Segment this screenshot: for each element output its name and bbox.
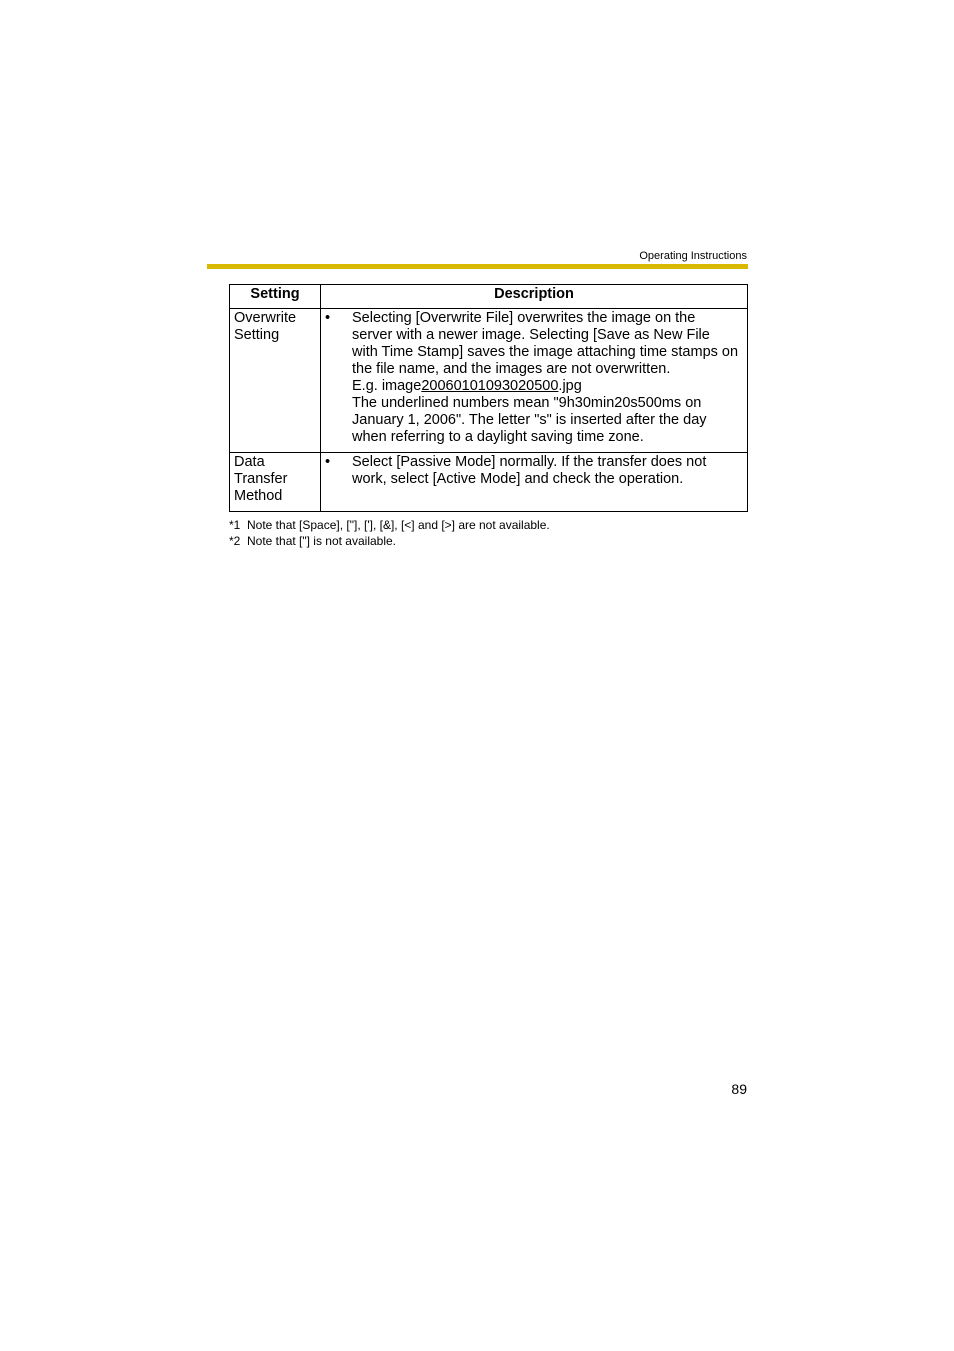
bullet-icon: • bbox=[325, 454, 331, 470]
example-prefix: E.g. image bbox=[352, 378, 422, 394]
setting-cell: Overwrite Setting bbox=[230, 309, 321, 453]
bullet-text bbox=[352, 310, 739, 446]
footnote-mark: *1 bbox=[229, 518, 241, 532]
running-header-title: Operating Instructions bbox=[639, 250, 747, 262]
footnote-mark: *2 bbox=[229, 534, 241, 548]
column-header-setting: Setting bbox=[230, 285, 321, 309]
table-row bbox=[230, 453, 748, 512]
settings-table bbox=[229, 284, 748, 512]
footnote bbox=[229, 533, 550, 549]
setting-cell: Data Transfer Method bbox=[230, 453, 321, 512]
footnotes bbox=[229, 517, 550, 549]
description-text: Select [Passive Mode] normally. If the transfer does not work, select [Active Mode] and check the operation. bbox=[352, 454, 707, 487]
bullet-item bbox=[325, 310, 739, 446]
description-cell bbox=[321, 453, 748, 512]
description-cell bbox=[321, 309, 748, 453]
footnote bbox=[229, 517, 550, 533]
bullet-icon: • bbox=[325, 310, 331, 326]
footnote-text: Note that ["] is not available. bbox=[247, 534, 397, 548]
page-number: 89 bbox=[731, 1081, 747, 1097]
example-suffix: .jpg bbox=[558, 378, 582, 394]
description-text: Selecting [Overwrite File] overwrites the image on the server with a newer image. Selecting [Save as New File with Time Stamp] saves the image attaching time stamps on the file name, and the images are not overwritten. bbox=[352, 310, 739, 377]
example-timestamp: 20060101093020500 bbox=[421, 378, 559, 394]
header-rule bbox=[207, 264, 748, 269]
bullet-item bbox=[325, 454, 739, 488]
footnote-text: Note that [Space], ["], ['], [&], [<] and [>] are not available. bbox=[247, 518, 550, 532]
example-filename bbox=[352, 378, 739, 395]
column-header-description: Description bbox=[321, 285, 748, 309]
table-header-row bbox=[230, 285, 748, 309]
table-row bbox=[230, 309, 748, 453]
description-note: The underlined numbers mean "9h30min20s500ms on January 1, 2006". The letter "s" is inserted after the day when referring to a daylight saving time zone. bbox=[352, 395, 707, 445]
